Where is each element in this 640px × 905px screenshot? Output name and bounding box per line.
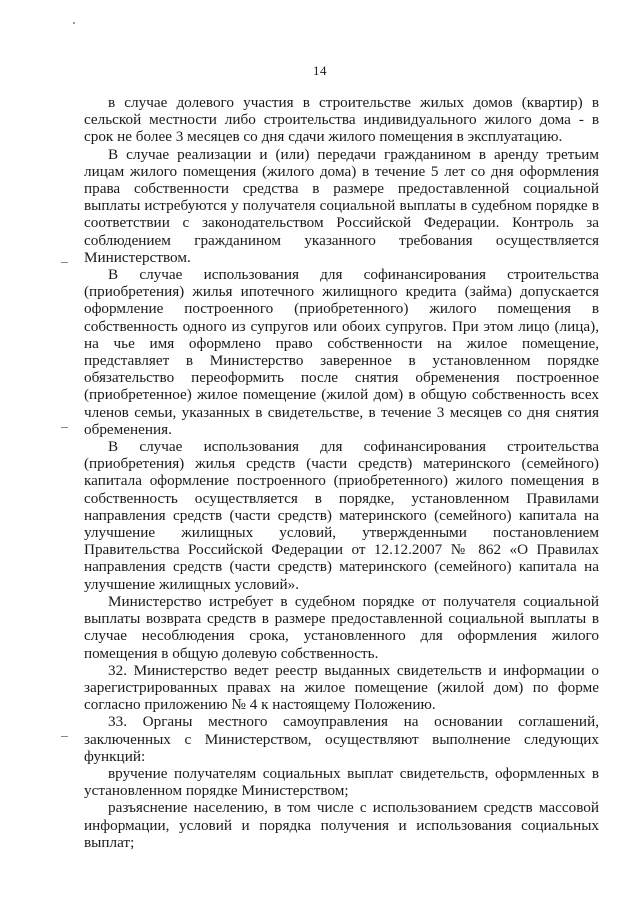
document-body (84, 94, 599, 851)
paragraph-sale-or-lease-recovery: В случае реализации и (или) передачи гражданином в аренду третьим лицам жилого помещения (жилого дома) в течение 5 лет со дня оформления права собственности средства в размере предоставленной социальной выплаты истребуются у получателя социальной выплаты в судебном порядке в соответствии с законодательством Российской Федерации. Контроль за соблюдением гражданином указанного требования осуществляется Министерством. (84, 145, 599, 266)
margin-tick-mark (61, 736, 68, 737)
paragraph-item-32-registry: 32. Министерство ведет реестр выданных свидетельств и информации о зарегистрированных правах на жилое помещение (жилой дом) по форме согласно приложению № 4 к настоящему Положению. (84, 661, 599, 714)
paragraph-public-explanation: разъяснение населению, в том числе с использованием средств массовой информации, условий и порядка получения и использования социальных выплат; (84, 799, 599, 851)
scan-speck (73, 22, 75, 24)
paragraph-ministry-recovery: Министерство истребует в судебном порядке от получателя социальной выплаты возврата средств в размере предоставленной социальной выплаты в случае несоблюдения срока, установленного для оформления жилого помещения в общую долевую собственность. (84, 592, 599, 662)
page-number: 14 (313, 63, 327, 78)
paragraph-certificate-delivery: вручение получателям социальных выплат свидетельств, оформленных в установленном порядке Министерством; (84, 764, 599, 800)
paragraph-shared-construction-deadline: в случае долевого участия в строительстве жилых домов (квартир) в сельской местности либо строительства индивидуального жилого дома - в срок не более 3 месяцев со дня сдачи жилого помещения в эксплуатацию. (84, 94, 599, 146)
paragraph-maternity-capital: В случае использования для софинансирования строительства (приобретения) жилья средств (части средств) материнского (семейного) капитала оформление построенного (приобретенного) жилого помещения в собственность осуществляется в порядке, установленном Правилами направления средств (части средств) материнского (семейного) капитала на улучшение жилищных условий, утвержденными постановлением Правительства Российской Федерации от 12.12.2007 № 862 «О Правилах направления средств (части средств) материнского (семейного) капитала на улучшение жилищных условий». (84, 438, 599, 593)
paragraph-mortgage-ownership: В случае использования для софинансирования строительства (приобретения) жилья ипотечного жилищного кредита (займа) допускается оформление построенного (приобретенного) жилого помещения в собственность одного из супругов или обоих супругов. При этом лицо (лица), на чье имя оформлено право собственности на жилое помещение, представляет в Министерство заверенное в установленном порядке обязательство переоформить после снятия обременения построенное (приобретенное) жилое помещение (жилой дом) в общую собственность всех членов семьи, указанных в свидетельстве, в течение 3 месяцев со дня снятия обременения. (84, 266, 599, 438)
margin-tick-mark (61, 262, 68, 263)
margin-tick-mark (61, 427, 68, 428)
paragraph-item-33-local-authorities: 33. Органы местного самоуправления на основании соглашений, заключенных с Министерством, осуществляют выполнение следующих функций: (84, 713, 599, 765)
